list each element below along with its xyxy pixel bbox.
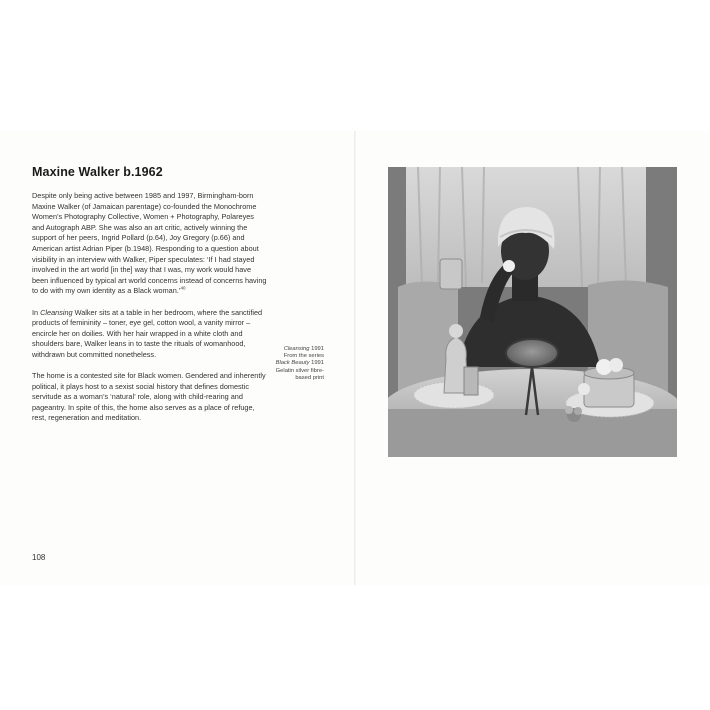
- artist-title: Maxine Walker b.1962: [32, 165, 163, 179]
- paragraph-2-text: Walker sits at a table in her bedroom, where the sanctified products of femininity – toner, eye gel, cotton wool, a vanity mirror – encircle her on doilies. With her hair wrapped in a white cloth and shoulders bare, Walker leans in to taste the rituals of womanhood, withdrawn but committed nonetheless.: [32, 307, 263, 359]
- paragraph-3: The home is a contested site for Black women. Gendered and inherently political, it plays host to a sexist social history that defines domestic servitude as a woman’s ‘natural’ role, along with child-rearing and pageantry. In spite of this, the home also serves as a place of refuge, rest, regeneration and meditation.: [32, 371, 266, 423]
- caption-medium-line-1: Gelatin silver fibre-: [275, 367, 324, 374]
- caption-series-line: [250, 360, 324, 367]
- caption-title-line: [250, 346, 324, 353]
- body-text: [32, 191, 268, 435]
- caption-series-year: 1991: [309, 360, 324, 367]
- artwork-caption: [250, 346, 324, 382]
- paragraph-2-prefix: In: [32, 307, 41, 317]
- cleansing-photograph: [388, 167, 677, 457]
- artwork-title-inline: Cleansing: [40, 307, 73, 317]
- caption-series-title: Black Beauty: [275, 360, 310, 367]
- caption-series-prefix: From the series: [283, 353, 324, 360]
- paragraph-1-text: Despite only being active between 1985 and 1997, Birmingham-born Maxine Walker (of Jamaican parentage) co-founded the Monochrome Women’s Photography Collective, Women + Photography, Polareyes and Autograph ABP. She was also an art critic, actively winning the support of her peers, Ingrid Pollard (p.64), Joy Gregory (p.66) and American artist Adrian Piper (b.1948). Responding to a question about visibility in an interview with Walker, Piper speculates: ‘If I had stayed involved in the art world [in the] way that I was, my work would have been influenced by typical art world concerns instead of concerns having to do with my own identity as a Black woman.’: [32, 191, 267, 296]
- caption-medium-line-2: based print: [295, 374, 324, 381]
- paragraph-1: [32, 191, 268, 297]
- page-number: 108: [32, 553, 46, 562]
- footnote-marker: 40: [180, 285, 186, 291]
- book-gutter: [354, 131, 356, 585]
- caption-work-title: Cleansing: [283, 346, 310, 352]
- caption-work-year: 1991: [309, 346, 324, 352]
- paragraph-2: [32, 308, 268, 361]
